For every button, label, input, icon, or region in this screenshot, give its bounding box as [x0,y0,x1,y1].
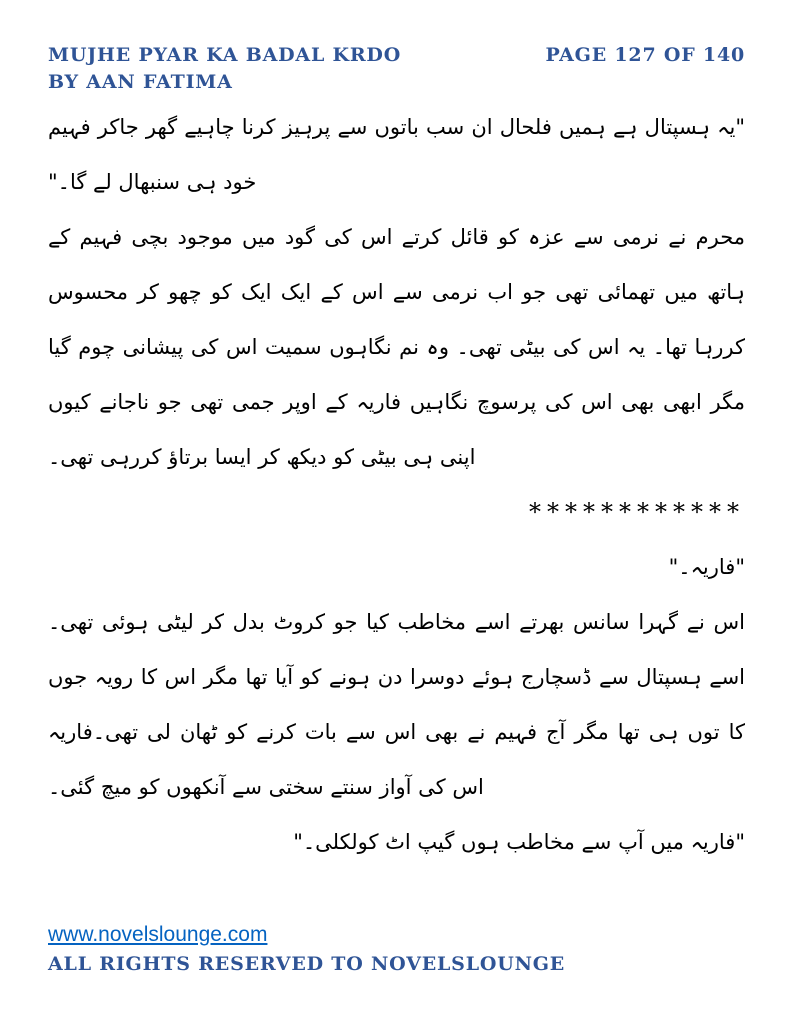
dialogue-line: "فاریہ میں آپ سے مخاطب ہوں گیپ اٹ کولکلی۔" [293,830,745,854]
scene-separator: ************ [529,498,745,526]
page-footer [48,922,565,977]
page-body [48,100,745,870]
book-title: MUJHE PYAR KA BADAL KRDO [48,44,402,66]
dialogue-paragraph: "یہ ہسپتال ہے ہمیں فلحال ان سب باتوں سے پرہیز کرنا چاہیے گھر جاکر فہیم خود ہی سنبھال لے گا۔" [48,115,745,194]
website-link[interactable]: www.novelslounge.com [48,923,268,946]
book-author: BY AAN FATIMA [48,71,233,93]
rights-notice: ALL RIGHTS RESERVED TO NOVELSLOUNGE [48,953,566,975]
page-indicator: PAGE 127 OF 140 [545,44,745,66]
narrative-paragraph: محرم نے نرمی سے عزہ کو قائل کرتے اس کی گود میں موجود بچی فہیم کے ہاتھ میں تھمائی تھی جو اب نرمی سے اس کے ایک ایک کو چھو کر محسوس کررہا تھا۔ یہ اس کی بیٹی تھی۔ وہ نم نگاہوں سمیت اس کی پیشانی چوم گیا مگر ابھی بھی اس کی پرسوچ نگاہیں فاریہ کے اوپر جمی تھی جو ناجانے کیوں اپنی ہی بیٹی کو دیکھ کر ایسا برتاؤ کررہی تھی۔ [48,225,745,469]
page-header [48,42,745,96]
dialogue-line: "فاریہ۔" [668,555,745,579]
book-title-block [48,42,401,96]
narrative-paragraph: اس نے گہرا سانس بھرتے اسے مخاطب کیا جو کروٹ بدل کر لیٹی ہوئی تھی۔ اسے ہسپتال سے ڈسچارج ہوئے دوسرا دن ہونے کو آیا تھا مگر اس کا رویہ جوں کا توں ہی تھا مگر آج فہیم نے بھی اس سے بات کرنے کو ٹھان لی تھی۔فاریہ اس کی آواز سنتے سختی سے آنکھوں کو میچ گئی۔ [48,610,745,799]
